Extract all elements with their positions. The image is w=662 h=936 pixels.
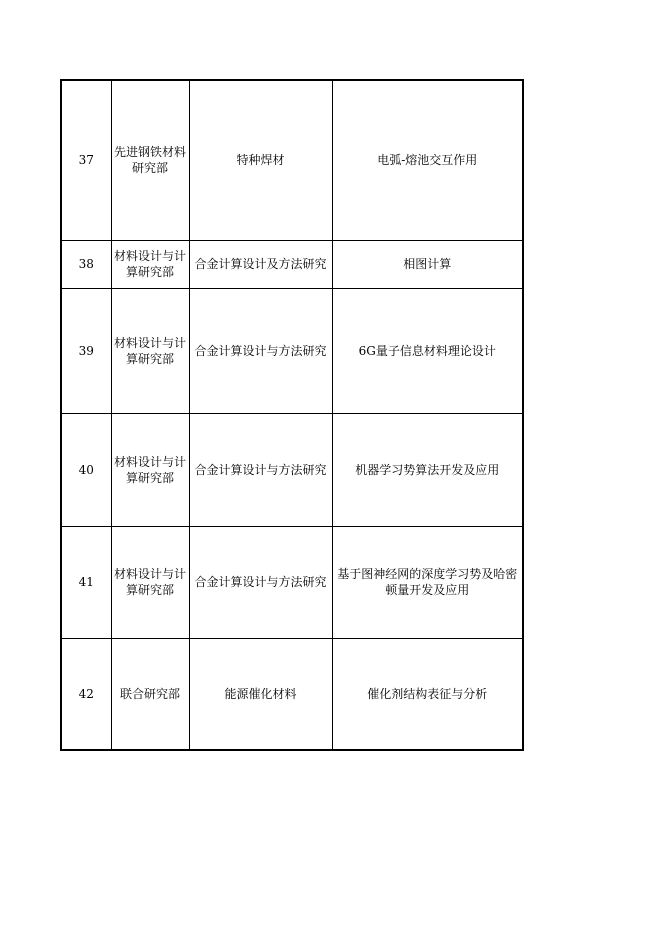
row-number-cell: 42 [61, 638, 111, 750]
research-direction-cell: 特种焊材 [189, 80, 332, 240]
row-number-cell: 41 [61, 526, 111, 638]
research-topic-cell: 基于图神经网的深度学习势及哈密顿量开发及应用 [332, 526, 523, 638]
table-row [61, 240, 523, 288]
row-number-cell: 38 [61, 240, 111, 288]
table-row [61, 638, 523, 750]
table-row [61, 288, 523, 413]
data-table [60, 79, 524, 751]
row-number-cell: 37 [61, 80, 111, 240]
table-row [61, 413, 523, 526]
research-direction-cell: 合金计算设计及方法研究 [189, 240, 332, 288]
research-topic-cell: 电弧-熔池交互作用 [332, 80, 523, 240]
research-direction-cell: 能源催化材料 [189, 638, 332, 750]
research-topic-cell: 机器学习势算法开发及应用 [332, 413, 523, 526]
department-cell: 先进钢铁材料研究部 [111, 80, 189, 240]
department-cell: 材料设计与计算研究部 [111, 288, 189, 413]
table-row [61, 80, 523, 240]
department-cell: 材料设计与计算研究部 [111, 526, 189, 638]
research-topic-cell: 6G量子信息材料理论设计 [332, 288, 523, 413]
row-number-cell: 40 [61, 413, 111, 526]
research-topic-cell: 相图计算 [332, 240, 523, 288]
research-direction-cell: 合金计算设计与方法研究 [189, 413, 332, 526]
research-direction-cell: 合金计算设计与方法研究 [189, 526, 332, 638]
department-cell: 材料设计与计算研究部 [111, 413, 189, 526]
table-row [61, 526, 523, 638]
department-cell: 材料设计与计算研究部 [111, 240, 189, 288]
department-cell: 联合研究部 [111, 638, 189, 750]
row-number-cell: 39 [61, 288, 111, 413]
research-topic-cell: 催化剂结构表征与分析 [332, 638, 523, 750]
research-direction-cell: 合金计算设计与方法研究 [189, 288, 332, 413]
